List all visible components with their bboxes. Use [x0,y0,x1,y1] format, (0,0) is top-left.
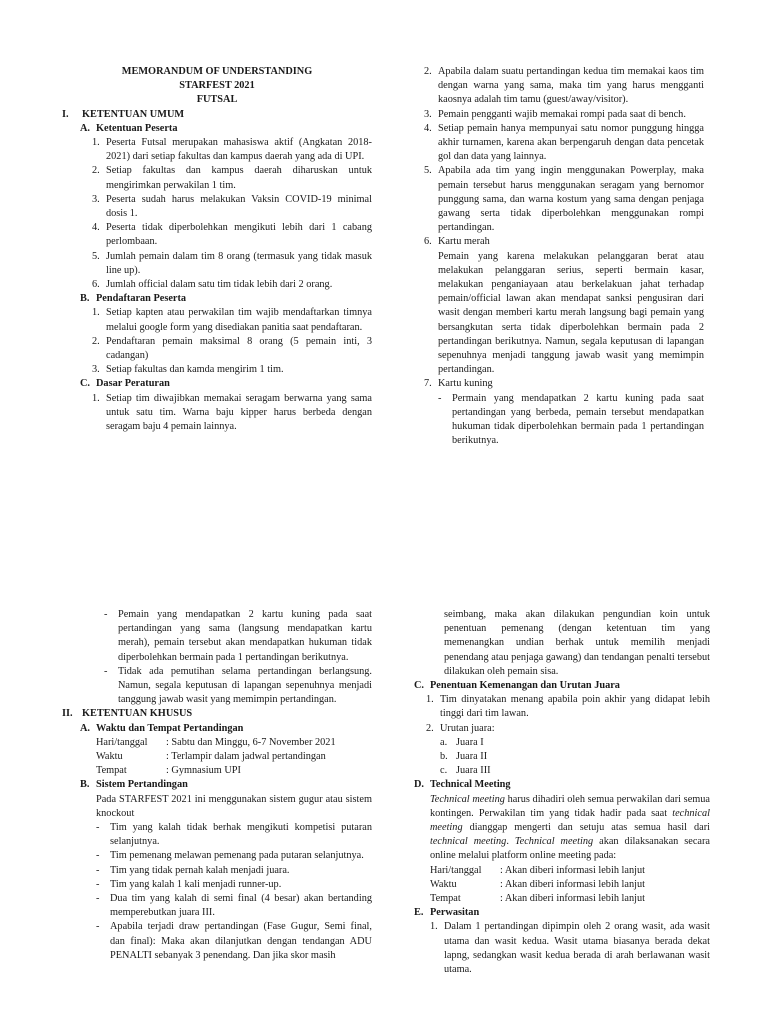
info-row [96,764,372,778]
info-value: : Akan diberi informasi lebih lanjut [500,893,645,905]
list-item [92,363,372,377]
subsection-e-heading: E. Perwasitan [414,906,710,920]
list-text: Tim yang kalah tidak berhak mengikuti kompetisi putaran selanjutnya. [110,822,372,848]
list-marker: 4. [92,222,100,234]
list-text: Kartu merah [438,236,490,248]
list-text: Tidak ada pemutihan selama pertandingan berlangsung. Namun, segala keputusan di lapangan sepenuhnya menjadi tanggung jawab wasit yang memimpin pertandingan. [118,665,372,706]
list-marker: - [96,878,100,890]
list-item [92,278,372,292]
list-item [92,392,372,435]
info-value: : Akan diberi informasi lebih lanjut [500,864,645,876]
rules-list [424,65,704,250]
info-row [96,736,372,750]
list-marker: 1. [92,307,100,319]
list-item [92,136,372,164]
dash-list [104,608,372,707]
list-text: Pemain yang mendapatkan 2 kartu kuning pada saat pertandingan yang sama (langsung mendapatkan kartu merah), pemain tersebut akan mendapatkan hukuman tidak diperbolehkan bermain pada 1 pertandingan berikutnya. [118,609,372,663]
list-item [96,892,372,920]
list-item: 7. Kartu kuning [424,378,493,390]
list-marker: 1. [92,392,100,404]
list-item [424,65,704,108]
list-item [96,878,372,892]
list-marker: - [96,893,100,905]
subsection-e-title: Perwasitan [430,907,480,919]
list-item [96,849,372,863]
subsection-b-title: Pendaftaran Peserta [96,293,187,305]
info-key: Tempat [430,893,461,905]
subsection-c-title: Penentuan Kemenangan dan Urutan Juara [430,680,620,692]
list-text: Dua tim yang kalah di semi final (4 besar) akan bertanding memperebutkan juara III. [110,893,372,919]
info-table-d [430,864,710,907]
list-text: Setiap tim diwajibkan memakai seragam berwarna yang sama untuk satu tim. Warna baju kipper harus berbeda dengan seragam baju 4 pemain lainnya. [106,392,372,433]
list-text: Apabila terjadi draw pertandingan (Fase Gugur, Semi final, dan final): Maka akan dilanjutkan dengan tendangan ADU PENALTI sebanyak 3 penendang. Dan jika skor masih [110,921,372,961]
list-item [426,693,710,721]
list-item [92,221,372,249]
list-text: Setiap fakultas dan kampus daerah diharuskan untuk mengirimkan perwakilan 1 tim. [106,165,372,191]
list-marker: 1. [426,694,434,706]
dash-list [96,821,372,963]
info-value: : Sabtu dan Minggu, 6-7 November 2021 [166,736,336,748]
list-marker: - [96,864,100,876]
list-item [96,920,372,963]
list-b [62,306,372,377]
info-row [430,878,710,892]
list-item [426,722,710,736]
subsection-a-title: Ketentuan Peserta [96,122,178,134]
info-key: Hari/tanggal [430,864,482,876]
info-value: : Akan diberi informasi lebih lanjut [500,878,645,890]
list-marker: 6. [92,279,100,291]
section-1-title: KETENTUAN UMUM [82,108,185,120]
list-a [62,136,372,292]
kartu-merah-text: Pemain yang karena melakukan pelanggaran berat atau melakukan pelanggaran serius, seperti bermain kasar, melakukan penganiayaan atau berkelakuan jahat terhadap pemain/official lawan akan mendapat sanksi pengusiran dari wasit dengan memberi kartu merah langsung bagi pemain yang bersangkutan serta tidak diperbolehkan bermain pada 2 pertandingan berikutnya. Namun, segala keputusan di lapangan sepenuhnya menjadi tanggung jawab wasit yang memimpin pertandingan. [438,250,704,376]
subsection-d-heading: D. Technical Meeting [414,778,710,792]
list-item [92,250,372,278]
list-item [424,122,704,165]
list-text: Urutan juara: [440,722,495,734]
section-1-heading: I. KETENTUAN UMUM [62,108,372,122]
subsection-c-heading: C. Dasar Peraturan [80,377,372,391]
list-text: Apabila dalam suatu pertandingan kedua tim memakai kaos tim dengan warna yang sama, maka tim yang harus mengganti kaosnya adalah tim tamu (guest/away/visitor). [438,66,704,106]
list-text: Jumlah pemain dalam tim 8 orang (termasuk yang tidak masuk line up). [106,250,372,276]
list-marker: 2. [92,335,100,347]
list-marker: - [96,850,100,862]
list-item [430,920,710,977]
page2-left-column [62,608,372,963]
list-item [104,608,372,665]
page1-left-column [62,65,372,434]
section-2-heading: II. KETENTUAN KHUSUS [62,707,372,721]
list-marker: 5. [92,250,100,262]
subsection-c-title: Dasar Peraturan [96,378,170,390]
list-text: Jumlah official dalam satu tim tidak lebih dari 2 orang. [106,279,333,291]
list-text: Apabila ada tim yang ingin menggunakan Powerplay, maka pemain tersebut harus menggunakan seragam yang bernomor punggung sama, dan warna kostum yang sama dengan penjaga gawang serta tidak diperbolehkan menggunakan rompi pertandingan. [438,165,704,234]
list-item [424,235,704,249]
doc-title-line-1: MEMORANDUM OF UNDERSTANDING [121,66,313,77]
info-row [430,864,710,878]
doc-title-line-2: STARFEST 2021 [179,80,255,92]
list-text: Tim pemenang melawan pemenang pada putaran selanjutnya. [110,850,364,862]
info-table-a [96,736,372,779]
subsection-a-heading: A. Ketentuan Peserta [80,122,372,136]
list-item [96,821,372,849]
list-item [92,164,372,192]
info-key: Tempat [96,765,127,777]
info-value: : Terlampir dalam jadwal pertandingan [166,751,326,763]
section-2-title: KETENTUAN KHUSUS [82,708,193,720]
page2-right-column [414,608,710,977]
list-text: Juara III [456,765,491,777]
list-marker: 5. [424,165,432,177]
list-item [92,193,372,221]
list-marker: 2. [426,722,434,734]
list-text: Setiap kapten atau perwakilan tim wajib mendaftarkan timnya melalui google form yang disediakan panitia saat pendaftaran. [106,307,372,333]
subsection-a-heading: A. Waktu dan Tempat Pertandingan [80,722,372,736]
subsection-c-heading: C. Penentuan Kemenangan dan Urutan Juara [414,679,710,693]
info-row [96,750,372,764]
list-item [104,665,372,708]
list-item [424,108,704,122]
info-key: Waktu [430,878,457,890]
list-text: Pemain pengganti wajib memakai rompi pada saat di bench. [438,108,686,120]
list-c [62,392,372,435]
list-item [92,306,372,334]
list-marker: b. [440,751,448,763]
list-text: Peserta sudah harus melakukan Vaksin COVID-19 minimal dosis 1. [106,193,372,220]
list-item [440,736,710,750]
list-item [424,164,704,235]
list-item [92,335,372,363]
list-marker: 3. [92,364,100,376]
list-marker: - [104,665,108,677]
list-text: Peserta Futsal merupakan mahasiswa aktif (Angkatan 2018-2021) dari setiap fakultas dan kampus daerah yang ada di UPI. [106,137,372,163]
info-row [430,892,710,906]
page1-right-column [424,65,704,448]
list-marker: 2. [424,66,432,77]
penalty-continuation: seimbang, maka akan dilakukan pengundian koin untuk penentuan pemenang (dengan ketentuan tim yang memenangkan undian berhak untuk memilih menjadi penendang atau penjaga gawang) dan tendangan penalti tersebut dilakukan oleh pemain sisa. [444,609,710,677]
juara-list [440,736,710,779]
subsection-b-title: Sistem Pertandingan [96,779,188,791]
page-2 [0,512,768,1024]
list-e [430,920,710,977]
list-c [426,693,710,736]
subsection-a-title: Waktu dan Tempat Pertandingan [96,722,244,734]
list-marker: c. [440,765,448,777]
list-marker: - [96,921,100,933]
list-item: - Permain yang mendapatkan 2 kartu kuning pada saat pertandingan yang berbeda, pemain tersebut mendapatkan hukuman tidak diperbolehkan bermain pada 1 pertandingan berikutnya. [438,392,704,447]
list-text: Tim yang kalah 1 kali menjadi runner-up. [110,878,282,890]
list-marker: 3. [424,108,432,120]
doc-title-line-3: FUTSAL [196,94,238,106]
info-key: Waktu [96,751,123,763]
list-item [96,864,372,878]
list-marker: 1. [92,137,100,149]
subsection-b-heading: B. Pendaftaran Peserta [80,292,372,306]
list-text: Juara I [456,736,484,748]
list-text: Peserta tidak diperbolehkan mengikuti lebih dari 1 cabang perlombaan. [106,222,372,248]
technical-meeting-paragraph: Technical meeting harus dihadiri oleh semua perwakilan dari semua kontingen. Perwakilan tim yang tidak hadir pada saat technical meeting dianggap mengerti dan setuju atas semua hasil dari technical meeting. Technical meeting akan dilaksanakan secara online melalui platform online meeting pada: [430,793,710,862]
list-text: Juara II [456,751,488,763]
subsection-b-heading: B. Sistem Pertandingan [80,778,372,792]
list-text: Dalam 1 pertandingan dipimpin oleh 2 orang wasit, ada wasit utama dan wasit kedua. Wasit utama biasanya berada dekat lapng, sedangkan wasit kedua berada di arah berlawanan wasit utama. [444,921,710,976]
list-text: Tim yang tidak pernah kalah menjadi juara. [110,864,290,876]
list-item [440,750,710,764]
list-text: Setiap pemain hanya mempunyai satu nomor punggung hingga akhir turnamen, karena akan berpengaruh dengan data pencetak gol dan data yang lainnya. [438,122,704,163]
list-marker: - [96,822,100,834]
list-marker: 6. [424,236,432,248]
list-marker: 1. [430,921,438,933]
list-marker: 4. [424,122,432,134]
list-text: Tim dinyatakan menang apabila poin akhir yang didapat lebih tinggi dari tim lawan. [440,694,710,720]
info-key: Hari/tanggal [96,736,148,748]
list-marker: 3. [92,193,100,205]
list-marker: a. [440,736,448,748]
list-item [440,764,710,778]
list-text: Pendaftaran pemain maksimal 8 orang (5 pemain inti, 3 cadangan) [106,335,372,362]
list-text: Setiap fakultas dan kamda mengirim 1 tim. [106,364,284,376]
info-value: : Gymnasium UPI [166,765,241,777]
subsection-d-title: Technical Meeting [430,779,511,791]
subsection-b-intro: Pada STARFEST 2021 ini menggunakan sistem gugur atau sistem knockout [96,793,372,819]
list-marker: 2. [92,165,100,177]
list-marker: - [104,609,108,620]
